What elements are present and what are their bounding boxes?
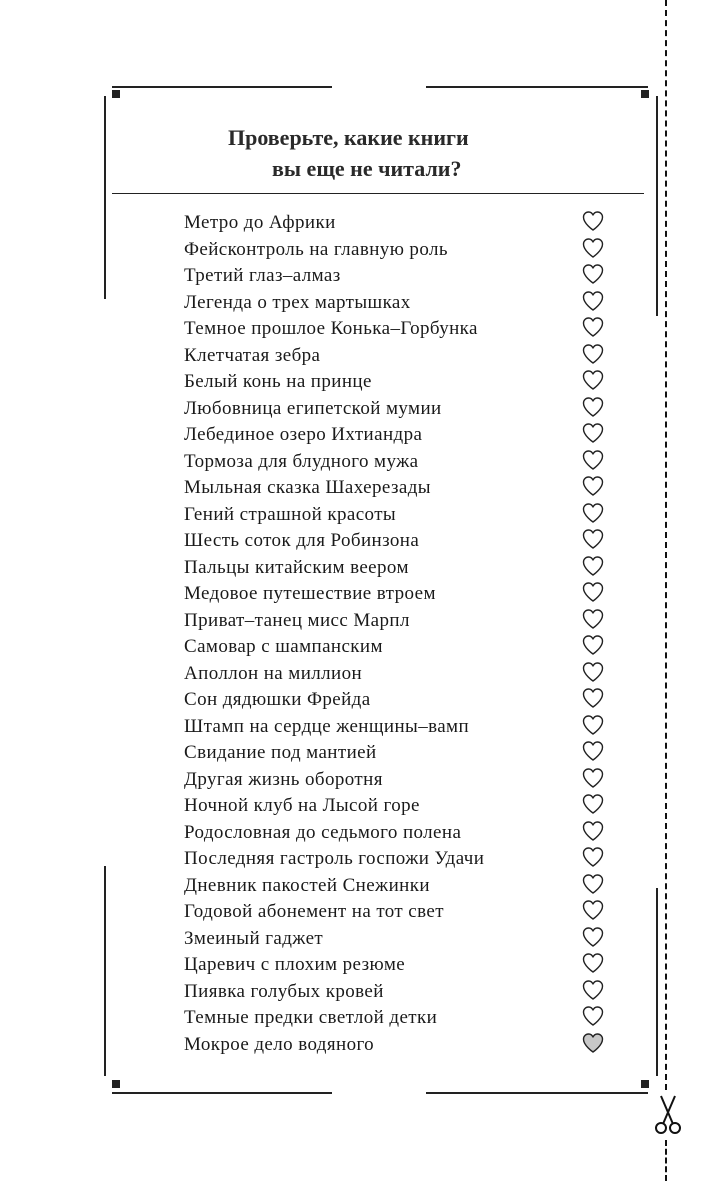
heart-icon[interactable] bbox=[581, 898, 605, 922]
heart-icon[interactable] bbox=[581, 792, 605, 816]
book-title: Другая жизнь оборотня bbox=[184, 768, 383, 790]
frame-left-top-line bbox=[104, 96, 106, 299]
heart-icon[interactable] bbox=[581, 474, 605, 498]
heart-icon[interactable] bbox=[581, 368, 605, 392]
heart-icon[interactable] bbox=[581, 554, 605, 578]
book-title: Метро до Африки bbox=[184, 212, 336, 233]
frame-top-left-line bbox=[112, 86, 332, 88]
cut-line bbox=[665, 0, 667, 1090]
heart-icon[interactable] bbox=[581, 1004, 605, 1028]
book-title: Белый конь на принце bbox=[184, 371, 372, 392]
heart-icon[interactable] bbox=[581, 421, 605, 445]
title-divider bbox=[112, 193, 644, 194]
book-title: Любовница египетской мумии bbox=[184, 397, 442, 419]
cut-line-lower bbox=[665, 1140, 667, 1181]
heart-icon[interactable] bbox=[581, 607, 605, 631]
heart-icon[interactable] bbox=[581, 686, 605, 710]
heart-icon[interactable] bbox=[581, 342, 605, 366]
heart-icon[interactable] bbox=[581, 739, 605, 763]
book-title: Медовое путешествие втроем bbox=[184, 583, 436, 604]
frame-corner-top-right bbox=[641, 90, 649, 98]
heart-icon[interactable] bbox=[581, 872, 605, 896]
book-title: Третий глаз–алмаз bbox=[184, 265, 341, 286]
heart-icon[interactable] bbox=[581, 766, 605, 790]
heart-icon[interactable] bbox=[581, 289, 605, 313]
book-title: Пальцы китайским веером bbox=[184, 556, 409, 578]
book-title: Последняя гастроль госпожи Удачи bbox=[184, 848, 485, 869]
scissors-icon bbox=[653, 1094, 683, 1136]
book-title: Гений страшной красоты bbox=[184, 503, 397, 525]
heart-icon[interactable] bbox=[581, 951, 605, 975]
heart-icon[interactable] bbox=[581, 580, 605, 604]
heart-icon[interactable] bbox=[581, 448, 605, 472]
book-title: Годовой абонемент на тот свет bbox=[184, 901, 444, 922]
frame-bottom-left-line bbox=[112, 1092, 332, 1094]
frame-left-bottom-line bbox=[104, 866, 106, 1076]
heart-icon[interactable] bbox=[581, 1031, 605, 1055]
book-title: Царевич с плохим резюме bbox=[184, 954, 406, 975]
book-title: Свидание под мантией bbox=[184, 742, 377, 763]
book-title: Приват–танец мисс Марпл bbox=[184, 609, 410, 631]
heart-icon[interactable] bbox=[581, 660, 605, 684]
book-title: Самовар с шампанским bbox=[184, 636, 383, 657]
frame-bottom-right-line bbox=[426, 1092, 648, 1094]
frame-corner-bottom-right bbox=[641, 1080, 649, 1088]
heart-icon[interactable] bbox=[581, 819, 605, 843]
book-title: Родословная до седьмого полена bbox=[184, 821, 462, 843]
heart-icon[interactable] bbox=[581, 236, 605, 260]
book-title: Штамп на сердце женщины–вамп bbox=[184, 715, 470, 737]
book-title: Лебединое озеро Ихтиандра bbox=[184, 424, 423, 445]
heart-icon[interactable] bbox=[581, 501, 605, 525]
frame-corner-bottom-left bbox=[112, 1080, 120, 1088]
heart-icon[interactable] bbox=[581, 262, 605, 286]
heart-icon[interactable] bbox=[581, 925, 605, 949]
heart-icon[interactable] bbox=[581, 633, 605, 657]
heart-icon[interactable] bbox=[581, 713, 605, 737]
book-title: Темное прошлое Конька–Горбунка bbox=[184, 318, 478, 339]
page-title-line-2: вы еще не читали? bbox=[272, 156, 462, 181]
book-title: Шесть соток для Робинзона bbox=[184, 530, 420, 551]
book-title: Легенда о трех мартышках bbox=[184, 291, 411, 313]
book-title: Темные предки светлой детки bbox=[184, 1007, 438, 1028]
book-title: Дневник пакостей Снежинки bbox=[184, 874, 430, 896]
book-title: Змеиный гаджет bbox=[184, 927, 324, 949]
page-title-line-1: Проверьте, какие книги bbox=[228, 125, 469, 150]
heart-icon[interactable] bbox=[581, 209, 605, 233]
heart-icon[interactable] bbox=[581, 978, 605, 1002]
book-title: Сон дядюшки Фрейда bbox=[184, 689, 371, 710]
book-title: Мокрое дело водяного bbox=[184, 1033, 375, 1055]
heart-icon[interactable] bbox=[581, 395, 605, 419]
frame-top-right-line bbox=[426, 86, 648, 88]
book-title: Фейсконтроль на главную роль bbox=[184, 238, 448, 260]
book-title: Аполлон на миллион bbox=[184, 662, 363, 684]
frame-right-top-line bbox=[656, 96, 658, 316]
heart-icon[interactable] bbox=[581, 527, 605, 551]
book-title: Пиявка голубых кровей bbox=[184, 980, 384, 1002]
heart-icon[interactable] bbox=[581, 315, 605, 339]
book-title: Клетчатая зебра bbox=[184, 344, 321, 366]
book-title: Тормоза для блудного мужа bbox=[184, 450, 419, 472]
book-title: Мыльная сказка Шахерезады bbox=[184, 477, 431, 498]
heart-icon[interactable] bbox=[581, 845, 605, 869]
book-title: Ночной клуб на Лысой горе bbox=[184, 795, 420, 816]
frame-corner-top-left bbox=[112, 90, 120, 98]
frame-right-bottom-line bbox=[656, 888, 658, 1076]
